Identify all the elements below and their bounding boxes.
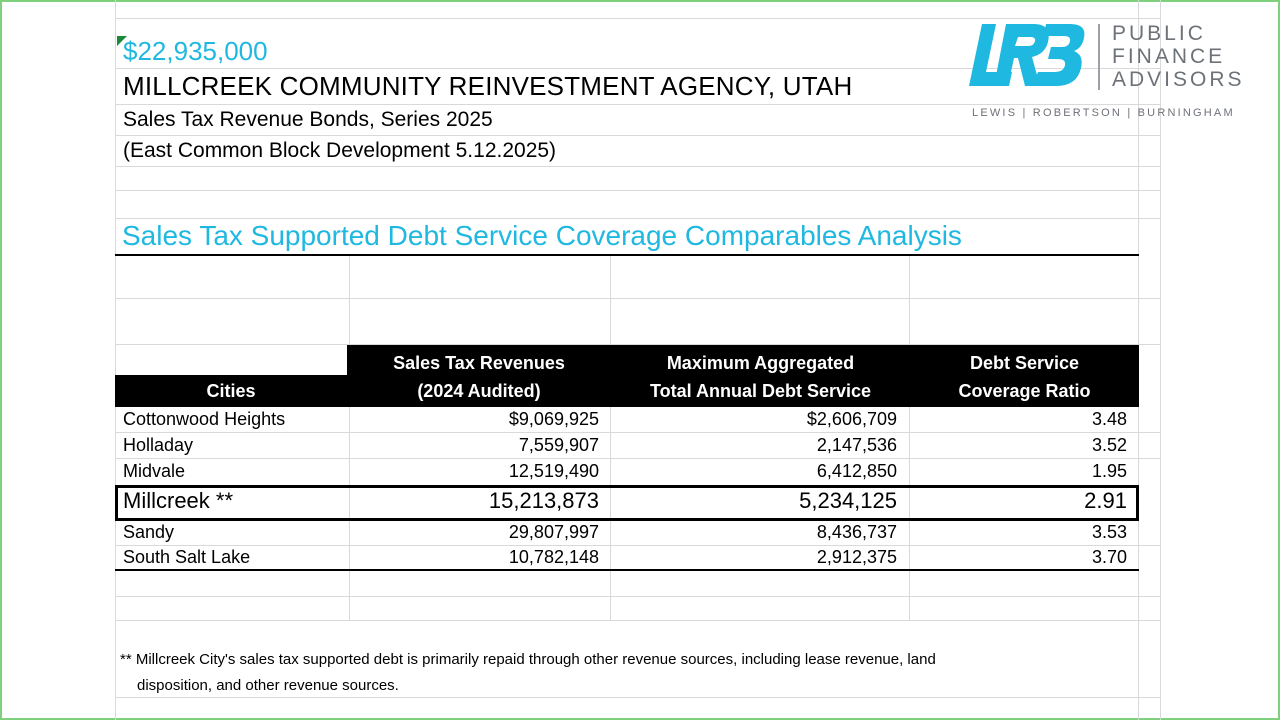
ratio-cell: 1.95 — [1091, 461, 1127, 481]
city-cell: Millcreek ** — [123, 488, 234, 513]
city-cell: South Salt Lake — [123, 547, 251, 567]
header-ratio-line1: Debt Service — [969, 353, 1080, 373]
logo-wordmark — [1112, 22, 1245, 91]
max-debt-cell: 5,234,125 — [799, 488, 897, 513]
footnote — [120, 647, 936, 699]
highlighted-row-box — [115, 485, 1139, 521]
sales-cell: 10,782,148 — [508, 547, 599, 567]
logo-word-2: FINANCE — [1112, 45, 1226, 68]
max-debt-cell: $2,606,709 — [806, 409, 897, 429]
header-max-line1: Maximum Aggregated — [666, 353, 855, 373]
lrb-mark-icon — [968, 20, 1088, 90]
city-cell: Cottonwood Heights — [123, 409, 286, 429]
ratio-cell: 3.70 — [1091, 547, 1127, 567]
bond-series: Sales Tax Revenue Bonds, Series 2025 — [123, 108, 493, 131]
header-sales-tax-revenues — [347, 345, 611, 407]
logo-word-1: PUBLIC — [1112, 22, 1206, 45]
logo-divider — [1098, 24, 1100, 90]
header-max-line2: Total Annual Debt Service — [649, 381, 872, 401]
ratio-cell: 3.48 — [1091, 409, 1127, 429]
ratio-cell: 2.91 — [1084, 488, 1127, 513]
sales-cell: 15,213,873 — [488, 488, 599, 513]
city-cell: Midvale — [123, 461, 186, 481]
analysis-title: Sales Tax Supported Debt Service Coverage Comparables Analysis — [122, 220, 962, 251]
ratio-cell: 3.52 — [1091, 435, 1127, 455]
header-sales-line2: (2024 Audited) — [417, 381, 541, 401]
header-cities — [115, 375, 347, 407]
max-debt-cell: 2,147,536 — [816, 435, 897, 455]
sales-cell: 12,519,490 — [508, 461, 599, 481]
header-coverage-ratio — [910, 345, 1139, 407]
header-sales-line1: Sales Tax Revenues — [393, 353, 565, 373]
logo-subtitle: LEWIS | ROBERTSON | BURNINGHAM — [972, 107, 1235, 119]
max-debt-cell: 2,912,375 — [816, 547, 897, 567]
sales-cell: 7,559,907 — [518, 435, 599, 455]
sales-cell: $9,069,925 — [508, 409, 599, 429]
development-name: (East Common Block Development 5.12.2025) — [123, 139, 557, 162]
max-debt-cell: 6,412,850 — [816, 461, 897, 481]
header-max-debt-service — [611, 345, 910, 407]
footnote-line-1: ** Millcreek City's sales tax supported debt is primarily repaid through other revenue sources, including lease revenue, land — [120, 651, 936, 668]
ratio-cell: 3.53 — [1091, 522, 1127, 542]
header-ratio-line2: Coverage Ratio — [958, 381, 1091, 401]
sales-cell: 29,807,997 — [508, 522, 599, 542]
header-cities-label: Cities — [206, 381, 256, 401]
city-cell: Sandy — [123, 522, 175, 542]
bond-amount: $22,935,000 — [123, 36, 268, 66]
footnote-line-2: disposition, and other revenue sources. — [137, 677, 399, 694]
agency-title: MILLCREEK COMMUNITY REINVESTMENT AGENCY, UTAH — [123, 71, 853, 101]
logo-word-3: ADVISORS — [1112, 68, 1245, 91]
table-bottom-rule — [115, 569, 1139, 571]
city-cell: Holladay — [123, 435, 194, 455]
max-debt-cell: 8,436,737 — [816, 522, 897, 542]
title-underline — [115, 254, 1139, 256]
